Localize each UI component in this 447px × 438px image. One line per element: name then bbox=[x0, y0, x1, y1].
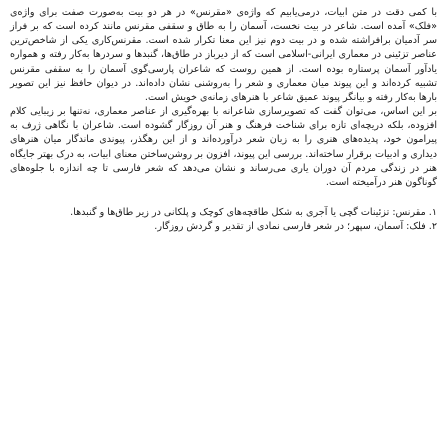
paragraph: با کمی دقت در متن ابیات، درمی‌یابیم که واژه‌ی «مقرنس» در هر دو بیت به‌صورت صفت برای واژه‌ی «فلک» آمده است. شاعر در بیت نخست، آسمان را به طاق و سقفی مقرنس مانند کرده است که بر فراز سر آدمیان برافراشته شده و در بیت دوم نیز این معنا تکرار شده است. مقرنس‌کاری یکی از شاخص‌ترین عناصر تزئینی در معماری ایرانی-اسلامی است که از دیرباز در طاق‌ها، گنبدها و سردرها به‌کار رفته و همواره یادآور آسمان پرستاره بوده است. از همین روست که شاعران پارسی‌گوی آسمان را به سقفی مقرنس تشبیه کرده‌اند و این پیوند میان معماری و شعر را به‌روشنی نشان داده‌اند. در دیوان حافظ نیز این تصویر بارها به‌کار رفته و بیانگر پیوند عمیق شاعر با هنرهای زمانه‌ی خویش است. bbox=[10, 7, 437, 103]
footnote-list bbox=[10, 206, 437, 234]
section-gap bbox=[10, 190, 437, 206]
footnote-item: ۱. مقرنس: تزئینات گچی یا آجری به شکل طاقچه‌های کوچک و پلکانی در زیر طاق‌ها و گنبدها. bbox=[70, 207, 437, 219]
footnote-item: ۲. فلک: آسمان، سپهر؛ در شعر فارسی نمادی از تقدیر و گردش روزگار. bbox=[154, 221, 437, 233]
paragraph: بر این اساس، می‌توان گفت که تصویرسازی شاعرانه با بهره‌گیری از عناصر معماری، نه‌تنها بر زیبایی کلام افزوده، بلکه دریچه‌ای تازه برای شناخت فرهنگ و هنر آن روزگار گشوده است. شاعران با نگاهی ژرف به پیرامون خود، پدیده‌های هنری را به زبان شعر درآورده‌اند و از این رهگذر، پیوندی ماندگار میان هنرهای دیداری و ادبیات برقرار ساخته‌اند. بررسی این پیوند، افزون بر روشن‌ساختن معنای ابیات، به درک بهتر جایگاه هنر در زندگی مردم آن دوران یاری می‌رساند و نشان می‌دهد که شعر فارسی تا چه اندازه با جلوه‌های گوناگون هنر درآمیخته است. bbox=[10, 106, 437, 188]
document-page bbox=[10, 6, 437, 234]
